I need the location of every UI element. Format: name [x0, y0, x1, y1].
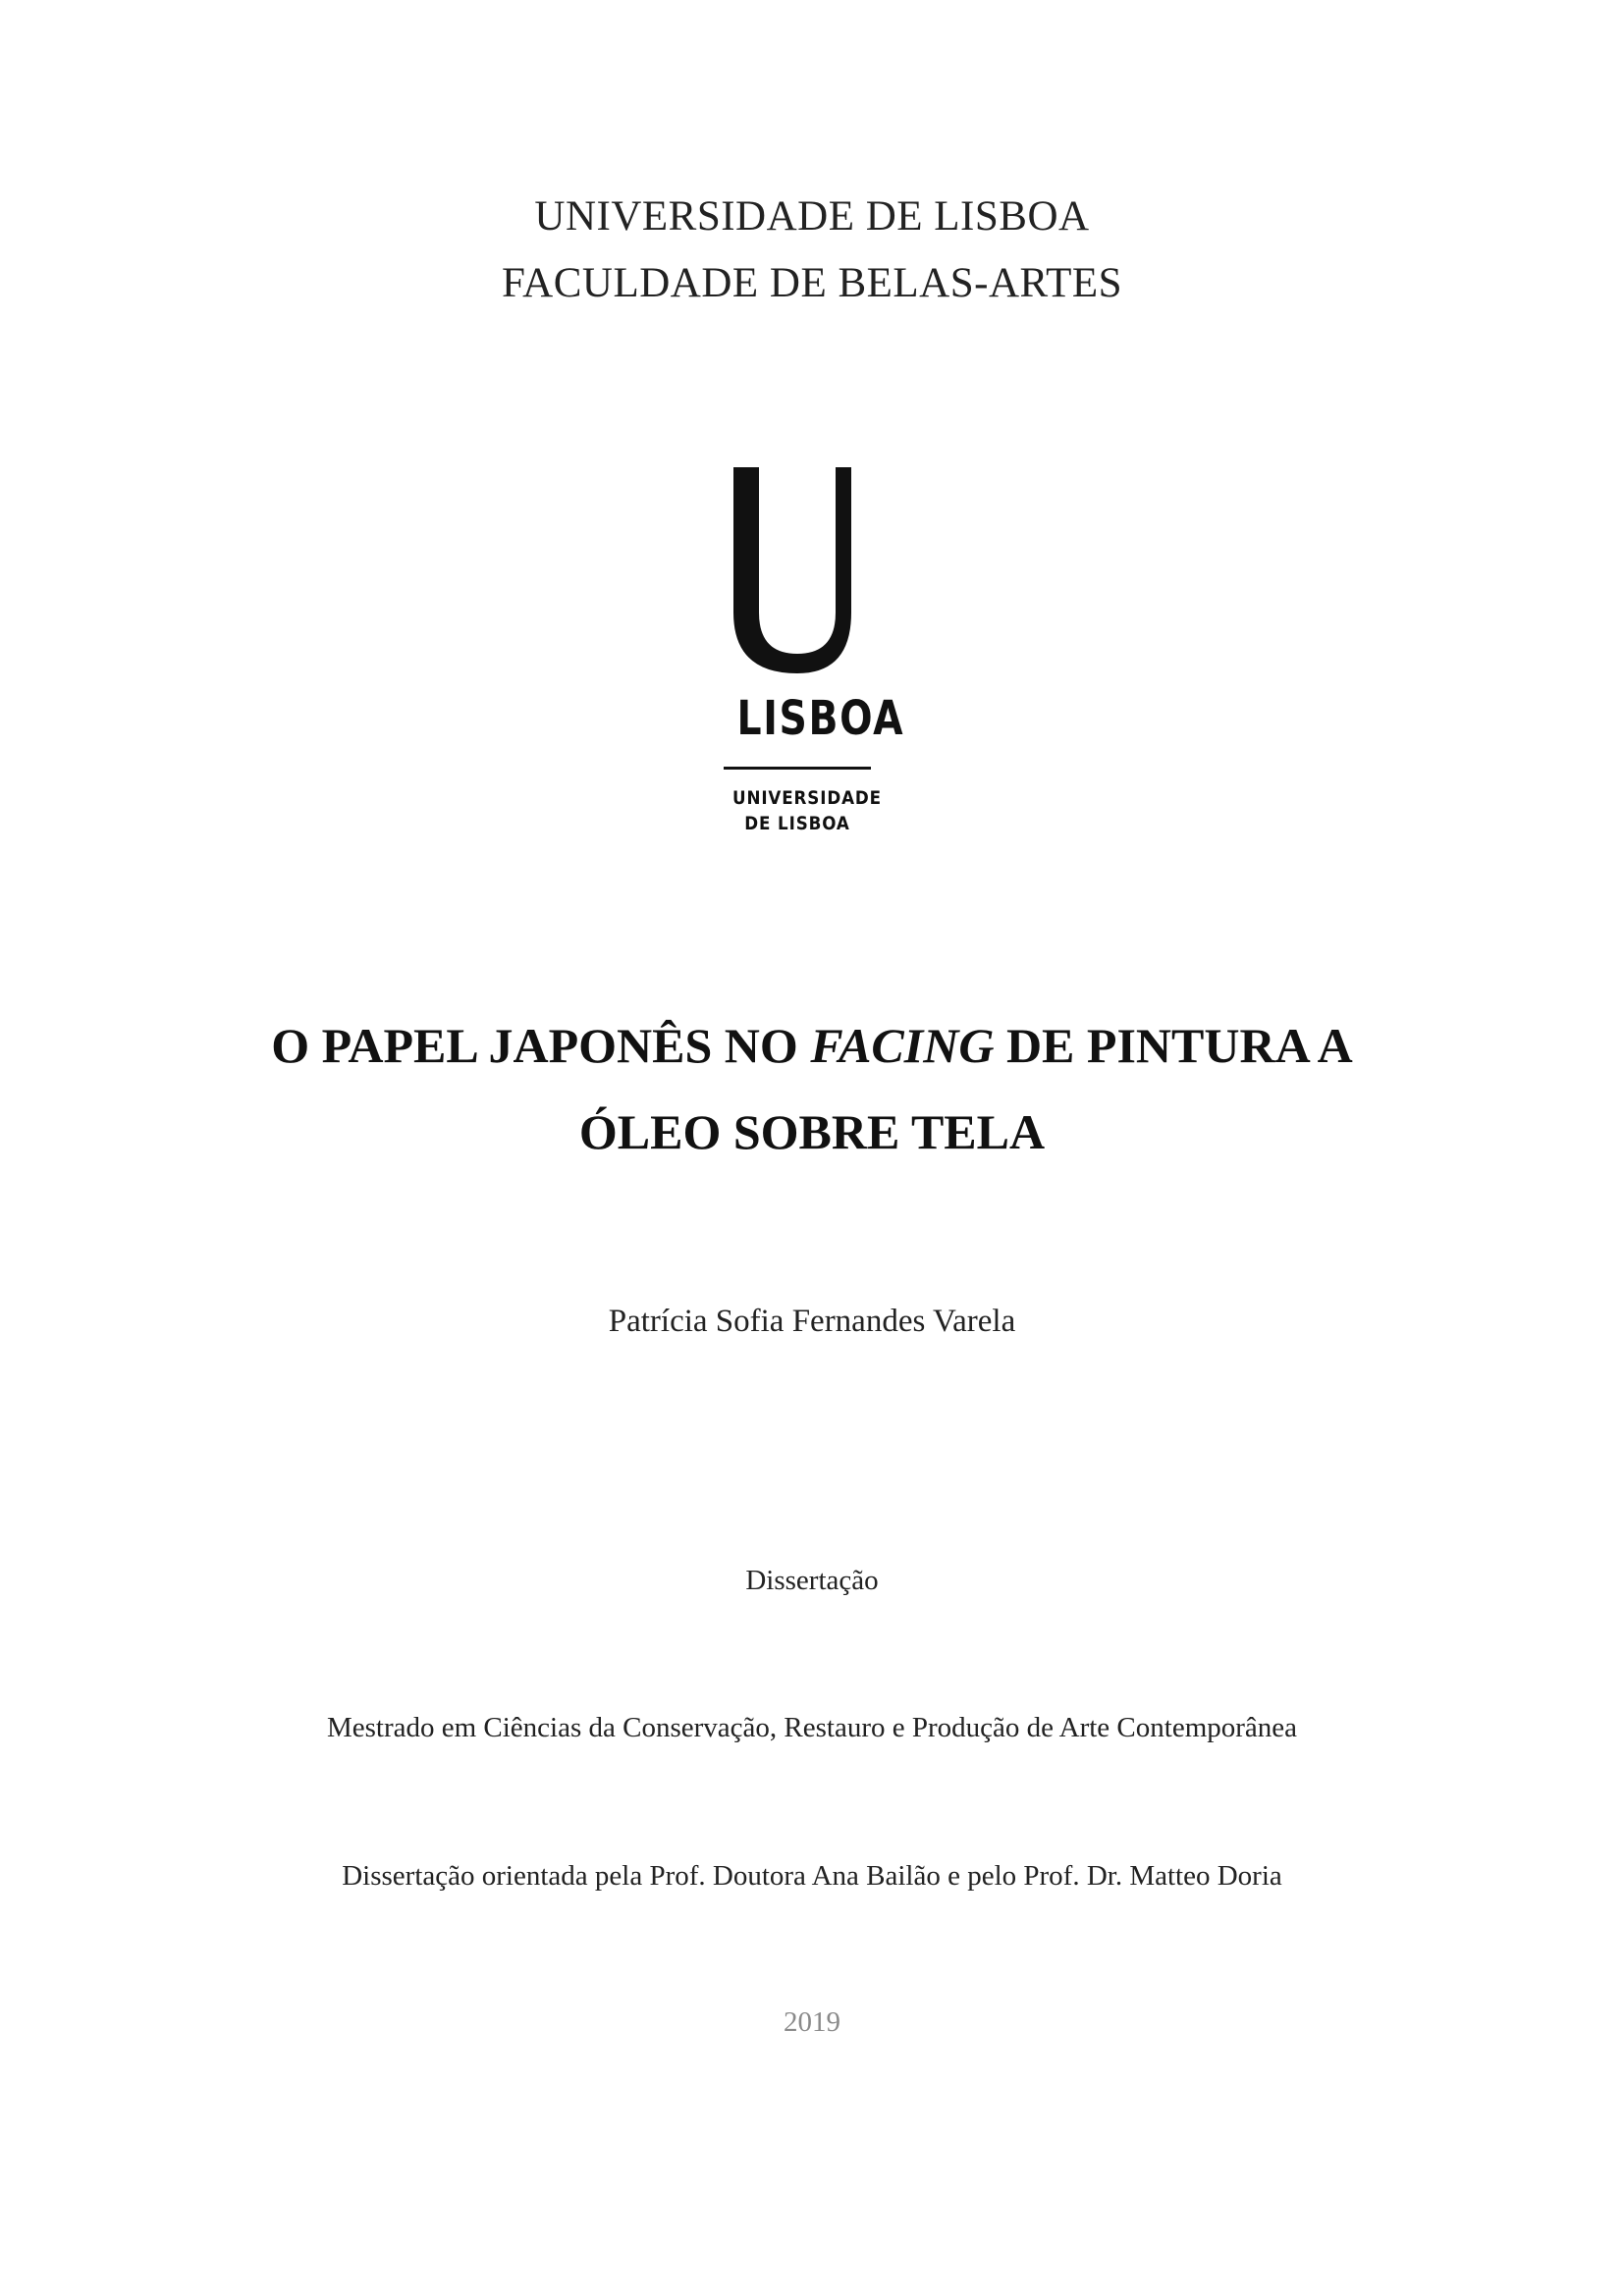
title-part-italic: FACING — [810, 1018, 995, 1073]
title-line1 — [0, 1017, 1624, 1074]
logo-name: LISBOA — [736, 691, 905, 746]
title-line2: ÓLEO SOBRE TELA — [578, 1104, 1046, 1159]
faculty-name: FACULDADE DE BELAS-ARTES — [501, 260, 1123, 306]
university-name: UNIVERSIDADE DE LISBOA — [534, 193, 1090, 240]
u-letter-logo-icon — [724, 467, 871, 673]
title-part-after: DE PINTURA A — [994, 1018, 1353, 1073]
document-type: Dissertação — [745, 1565, 879, 1596]
year: 2019 — [784, 2006, 840, 2038]
logo-subtitle-line2: DE LISBOA — [744, 813, 850, 834]
title-part-before: O PAPEL JAPONÊS NO — [271, 1018, 811, 1073]
logo-subtitle-line1: UNIVERSIDADE — [732, 787, 882, 809]
degree-program: Mestrado em Ciências da Conservação, Restauro e Produção de Arte Contemporânea — [326, 1712, 1298, 1743]
advisors: Dissertação orientada pela Prof. Doutora Ana Bailão e pelo Prof. Dr. Matteo Doria — [342, 1860, 1282, 1892]
university-logo — [724, 467, 905, 840]
logo-divider — [724, 767, 871, 770]
author-name: Patrícia Sofia Fernandes Varela — [608, 1304, 1016, 1339]
